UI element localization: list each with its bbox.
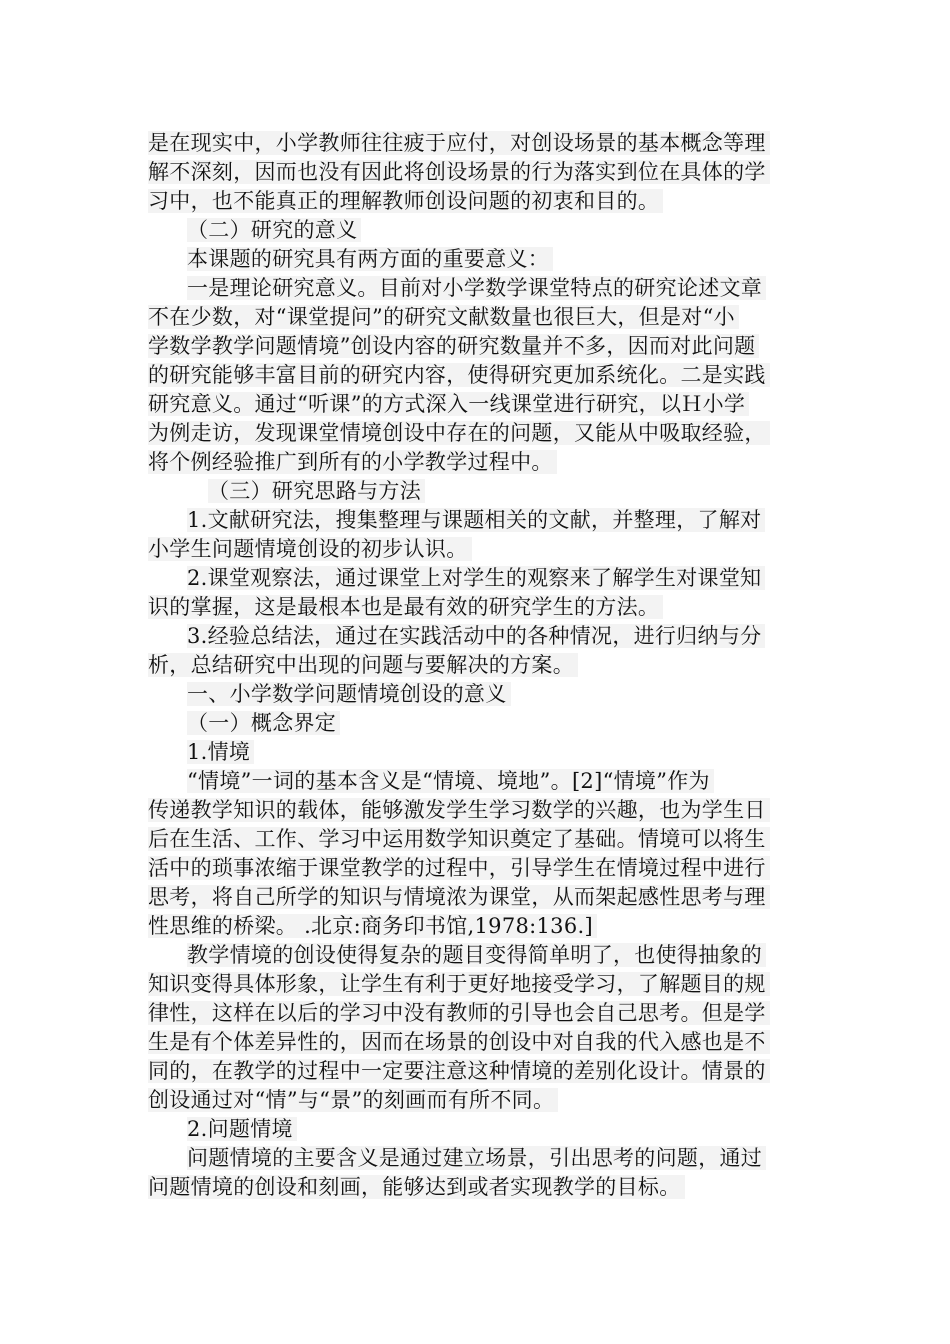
text-line: “情境”一词的基本含义是“情境、境地”。[2]“情境”作为 bbox=[187, 766, 714, 796]
text-line: 研究意义。通过“听课”的方式深入一线课堂进行研究，以Ｈ小学 bbox=[148, 389, 749, 419]
text-line: 问题情境的主要含义是通过建立场景，引出思考的问题，通过 bbox=[187, 1143, 766, 1173]
section-heading: 1.情境 bbox=[187, 737, 254, 767]
text-line: 律性，这样在以后的学习中没有教师的引导也会自己思考。但是学 bbox=[148, 998, 770, 1028]
text-line: 生是有个体差异性的，因而在场景的创设中对自我的代入感也是不 bbox=[148, 1027, 770, 1057]
text-line: 析，总结研究中出现的问题与要解决的方案。 bbox=[148, 650, 578, 680]
text-line: 3.经验总结法，通过在实践活动中的各种情况，进行归纳与分 bbox=[187, 621, 765, 651]
section-heading: 一、小学数学问题情境创设的意义 bbox=[187, 679, 511, 709]
text-line: 学数学教学问题情境”创设内容的研究数量并不多，因而对此问题 bbox=[148, 331, 759, 361]
text-line: 不在少数，对“课堂提问”的研究文献数量也很巨大，但是对“小 bbox=[148, 302, 739, 332]
text-line: 2.课堂观察法，通过课堂上对学生的观察来了解学生对课堂知 bbox=[187, 563, 765, 593]
section-heading: （三）研究思路与方法 bbox=[208, 476, 425, 506]
text-line: 识的掌握，这是最根本也是最有效的研究学生的方法。 bbox=[148, 592, 663, 622]
text-line: 是在现实中，小学教师往往疲于应付，对创设场景的基本概念等理 bbox=[148, 128, 770, 158]
text-line: 1.文献研究法，搜集整理与课题相关的文献，并整理，了解对 bbox=[187, 505, 765, 535]
text-line: 小学生问题情境创设的初步认识。 bbox=[148, 534, 472, 564]
text-line: 问题情境的创设和刻画，能够达到或者实现教学的目标。 bbox=[148, 1172, 685, 1202]
text-line: 同的，在教学的过程中一定要注意这种情境的差别化设计。情景的 bbox=[148, 1056, 770, 1086]
text-line: 传递教学知识的载体，能够激发学生学习数学的兴趣，也为学生日 bbox=[148, 795, 770, 825]
text-line: 一是理论研究意义。目前对小学数学课堂特点的研究论述文章 bbox=[187, 273, 766, 303]
text-line: 教学情境的创设使得复杂的题目变得简单明了，也使得抽象的 bbox=[187, 940, 766, 970]
text-line: 创设通过对“情”与“景”的刻画而有所不同。 bbox=[148, 1085, 558, 1115]
section-heading: 2.问题情境 bbox=[187, 1114, 297, 1144]
text-line: 解不深刻，因而也没有因此将创设场景的行为落实到位在具体的学 bbox=[148, 157, 770, 187]
text-line: 性思维的桥梁。 .北京:商务印书馆,1978:136.] bbox=[148, 911, 597, 941]
text-line: 活中的琐事浓缩于课堂教学的过程中，引导学生在情境过程中进行 bbox=[148, 853, 770, 883]
text-line: 后在生活、工作、学习中运用数学知识奠定了基础。情境可以将生 bbox=[148, 824, 770, 854]
text-line: 为例走访，发现课堂情境创设中存在的问题，又能从中吸取经验， bbox=[148, 418, 770, 448]
text-line: 的研究能够丰富目前的研究内容，使得研究更加系统化。二是实践 bbox=[148, 360, 770, 390]
text-line: 将个例经验推广到所有的小学教学过程中。 bbox=[148, 447, 557, 477]
section-heading: （一）概念界定 bbox=[187, 708, 340, 738]
text-line: 知识变得具体形象，让学生有利于更好地接受学习，了解题目的规 bbox=[148, 969, 770, 999]
text-line: 思考，将自己所学的知识与情境浓为课堂，从而架起感性思考与理 bbox=[148, 882, 770, 912]
section-heading: （二）研究的意义 bbox=[187, 215, 361, 245]
text-line: 本课题的研究具有两方面的重要意义： bbox=[187, 244, 553, 274]
text-line: 习中，也不能真正的理解教师创设问题的初衷和目的。 bbox=[148, 186, 663, 216]
